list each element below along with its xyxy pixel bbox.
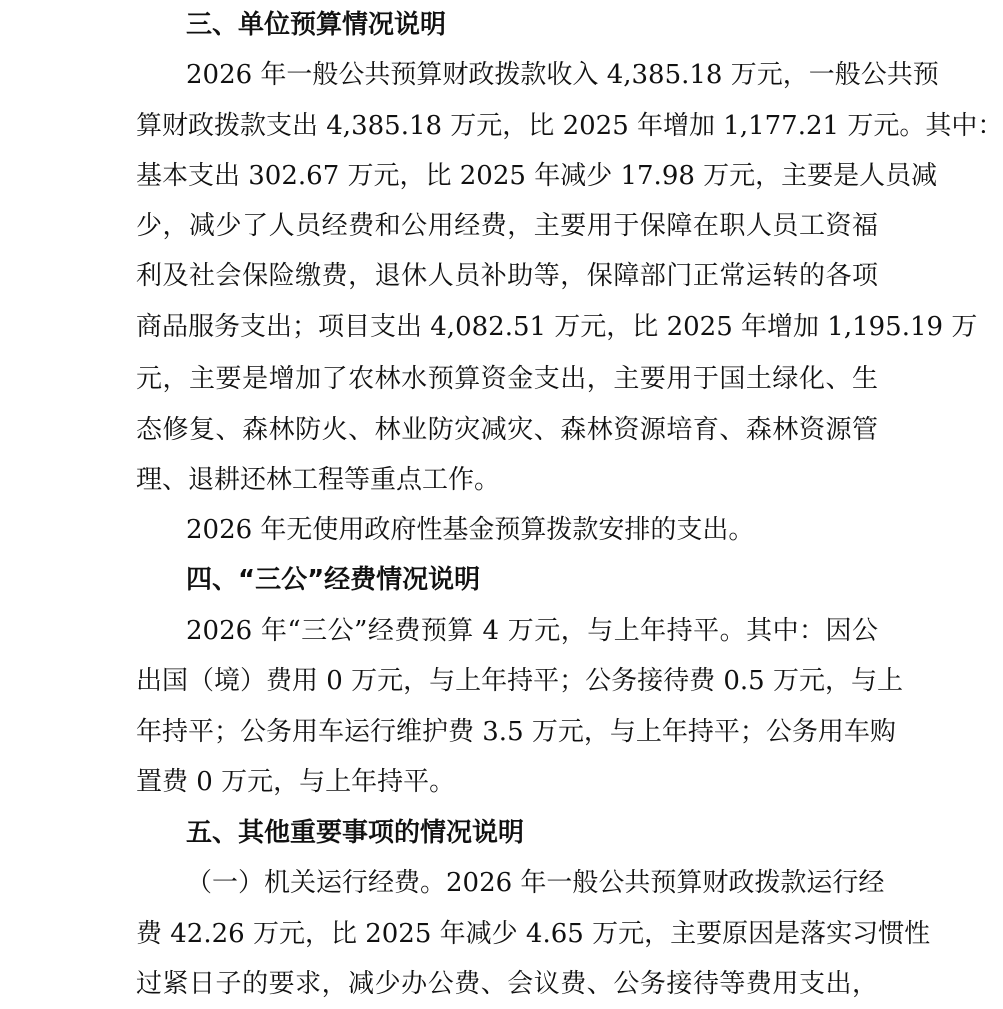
paragraph-line: （一）机关运行经费。2026 年一般公共预算财政拨款运行经 <box>186 868 885 898</box>
paragraph-line: 2026 年一般公共预算财政拨款收入 4,385.18 万元，一般公共预 <box>186 60 939 90</box>
paragraph-line: 基本支出 302.67 万元，比 2025 年减少 17.98 万元，主要是人员减 <box>136 161 938 191</box>
paragraph-line: 过紧日子的要求，减少办公费、会议费、公务接待等费用支出， <box>136 969 878 999</box>
paragraph-line: 商品服务支出；项目支出 4,082.51 万元，比 2025 年增加 1,195.19 万 <box>136 312 978 342</box>
paragraph-line: 算财政拨款支出 4,385.18 万元，比 2025 年增加 1,177.21 万元。其中： <box>136 111 1003 141</box>
paragraph-line: 置费 0 万元，与上年持平。 <box>136 767 456 797</box>
paragraph-line: 少，减少了人员经费和公用经费，主要用于保障在职人员工资福 <box>136 211 878 241</box>
paragraph-line: 年持平；公务用车运行维护费 3.5 万元，与上年持平；公务用车购 <box>136 717 896 747</box>
section-heading-three-public-expenses: 四、“三公”经费情况说明 <box>186 565 481 595</box>
paragraph-line: 2026 年无使用政府性基金预算拨款安排的支出。 <box>186 515 755 545</box>
paragraph-line: 费 42.26 万元，比 2025 年减少 4.65 万元，主要原因是落实习惯性 <box>136 919 931 949</box>
paragraph-line: 2026 年“三公”经费预算 4 万元，与上年持平。其中：因公 <box>186 616 878 646</box>
paragraph-line: 态修复、森林防火、林业防灾减灾、森林资源培育、森林资源管 <box>136 415 878 445</box>
paragraph-line: 元，主要是增加了农林水预算资金支出，主要用于国土绿化、生 <box>136 364 878 394</box>
paragraph-line: 利及社会保险缴费，退休人员补助等，保障部门正常运转的各项 <box>136 261 878 291</box>
paragraph-line: 出国（境）费用 0 万元，与上年持平；公务接待费 0.5 万元，与上 <box>136 666 903 696</box>
section-heading-other-matters: 五、其他重要事项的情况说明 <box>186 818 525 848</box>
paragraph-line: 理、退耕还林工程等重点工作。 <box>136 465 501 495</box>
section-heading-unit-budget: 三、单位预算情况说明 <box>186 10 447 40</box>
